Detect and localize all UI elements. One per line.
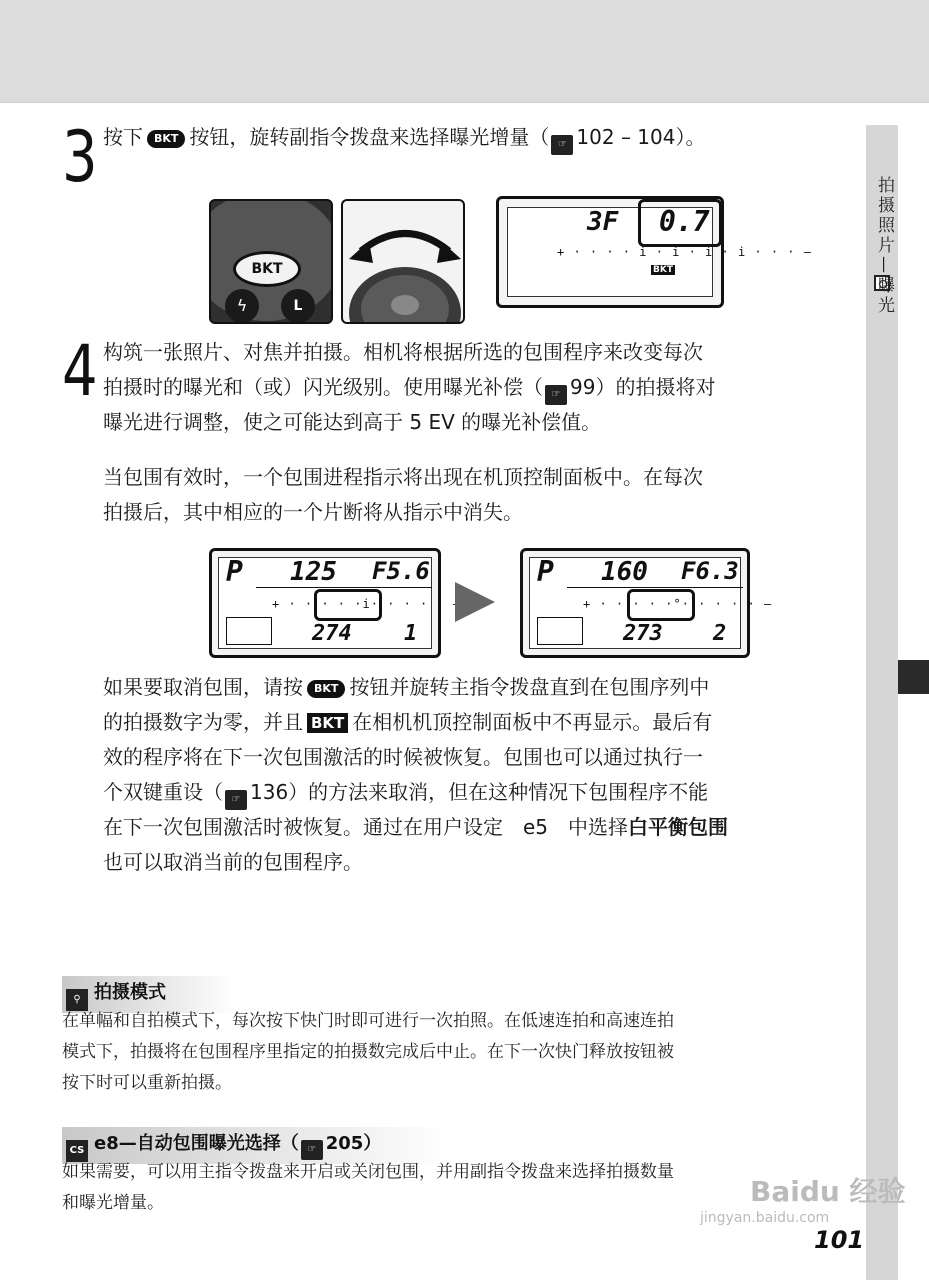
rotate-arrow-icon [343,201,465,324]
step-4-para3-line-3: 效的程序将在下一次包围激活的时候被恢复。包围也可以通过执行一 [103,745,703,769]
note-shooting-mode-text: 在单幅和自拍模式下，每次按下快门时即可进行一次拍照。在低速连拍和高速连拍 模式下，拍摄将在包围程序里指定的拍摄数完成后中止。在下一次快门释放按钮被 按下时可以重新拍摄。 [62,1011,674,1093]
lcd-scale: + · · · · ·°· · · · · – [583,597,773,611]
reference-icon: ☞ [551,135,573,155]
step-4-para2-line-2: 拍摄后，其中相应的一个片断将从指示中消失。 [103,500,523,524]
magnifier-note-icon: ⚲ [66,989,88,1011]
step-4-para3-line-5: 在下一次包围激活时被恢复。通过在用户设定 e5 中选择白平衡包围 [103,815,729,839]
lcd-increment-value: 0.7 [659,205,710,238]
lcd-af-area [537,617,583,645]
lcd-remaining: 2 [713,621,727,646]
page-number: 101 [814,1226,865,1254]
note-custom-setting-text: 如果需要，可以用主指令拨盘来开启或关闭包围，并用副指令拨盘来选择拍摄数量 和曝光增量。 [62,1162,674,1213]
lock-button-icon: L [281,289,315,323]
step-4-para3-line-2: 的拍摄数字为零，并且 BKT 在相机机顶控制面板中不再显示。最后有 [103,710,713,734]
flash-button-icon: ϟ [225,289,259,323]
lcd-shutter: 125 [290,557,337,587]
note-custom-setting-title: CS e8—自动包围曝光选择（ ☞ 205） [62,1127,451,1164]
lcd-exposure-scale: + · · · · i · i · i · i · · · – [557,245,812,259]
step-4-para2-line-1: 当包围有效时，一个包围进程指示将出现在机顶控制面板中。在每次 [103,465,703,489]
bkt-button-photo [209,199,333,324]
bkt-button-label: BKT [233,251,301,287]
watermark-brand: Baidu 经验 [750,1175,906,1208]
lcd-mode: P [537,555,554,588]
step-4-line-3: 曝光进行调整，使之可能达到高于 5 EV 的曝光补偿值。 [103,410,602,434]
step-3-text-before: 按下 [103,125,143,149]
lcd-mode: P [226,555,243,588]
watermark-url: jingyan.baidu.com [700,1210,830,1226]
step-3-number: 3 [62,116,98,198]
bkt-button-icon: BKT [307,680,345,698]
step-4-para3-line-6: 也可以取消当前的包围程序。 [103,850,363,874]
step-3-text [103,120,705,155]
step-4-para3-line-1: 如果要取消包围，请按 BKT 按钮并旋转主指令拨盘直到在包围序列中 [103,675,710,699]
step-4-line-1: 构筑一张照片、对焦并拍摄。相机将根据所选的包围程序来改变每次 [103,340,703,364]
custom-setting-icon: CS [66,1140,88,1162]
control-panel-lcd-step3 [496,196,812,308]
step-3-text-end: ）。 [675,125,706,149]
lcd-shutter: 160 [601,557,648,587]
lcd-aperture: F6.3 [681,557,739,585]
lcd-af-area [226,617,272,645]
lcd-frames: 3F [587,207,619,237]
reference-icon: ☞ [301,1140,323,1160]
step-4-para-3 [103,670,728,880]
step-3-text-after: 按钮，旋转副指令拨盘来选择曝光增量（ [189,125,550,149]
sub-command-dial-photo [341,199,465,324]
step-4-para-1 [103,335,715,440]
lcd-remaining: 1 [404,621,418,646]
bkt-indicator-icon: BKT [307,713,348,733]
control-panel-lcd-before [209,548,462,658]
note-shooting-mode-title: ⚲ 拍摄模式 [62,976,236,1013]
reference-icon: ☞ [225,790,247,810]
step-4-line-2: 拍摄时的曝光和（或）闪光级别。使用曝光补偿（ ☞ 99）的拍摄将对 [103,370,715,405]
top-banner [0,0,929,103]
bkt-button-icon: BKT [147,130,185,148]
step-4-number: 4 [62,330,98,412]
sidebar-section-title: 拍摄照片—曝光 [874,176,894,316]
control-panel-lcd-after [520,548,773,658]
step-4-para-2 [103,460,703,530]
lcd-bkt-indicator: BKT [653,265,673,275]
reference-icon: ☞ [545,385,567,405]
lcd-count: 274 [312,621,352,646]
sidebar-tab-marker [898,660,929,694]
step-4-para3-line-4: 个双键重设（ ☞ 136）的方法来取消，但在这种情况下包围程序不能 [103,775,728,810]
lcd-aperture: F5.6 [372,557,430,585]
arrow-right-icon [455,582,495,622]
lcd-scale: + · · · · ·i· · · · · – [272,597,462,611]
step-3-ref: 102 – 104 [576,125,676,149]
lcd-count: 273 [623,621,663,646]
